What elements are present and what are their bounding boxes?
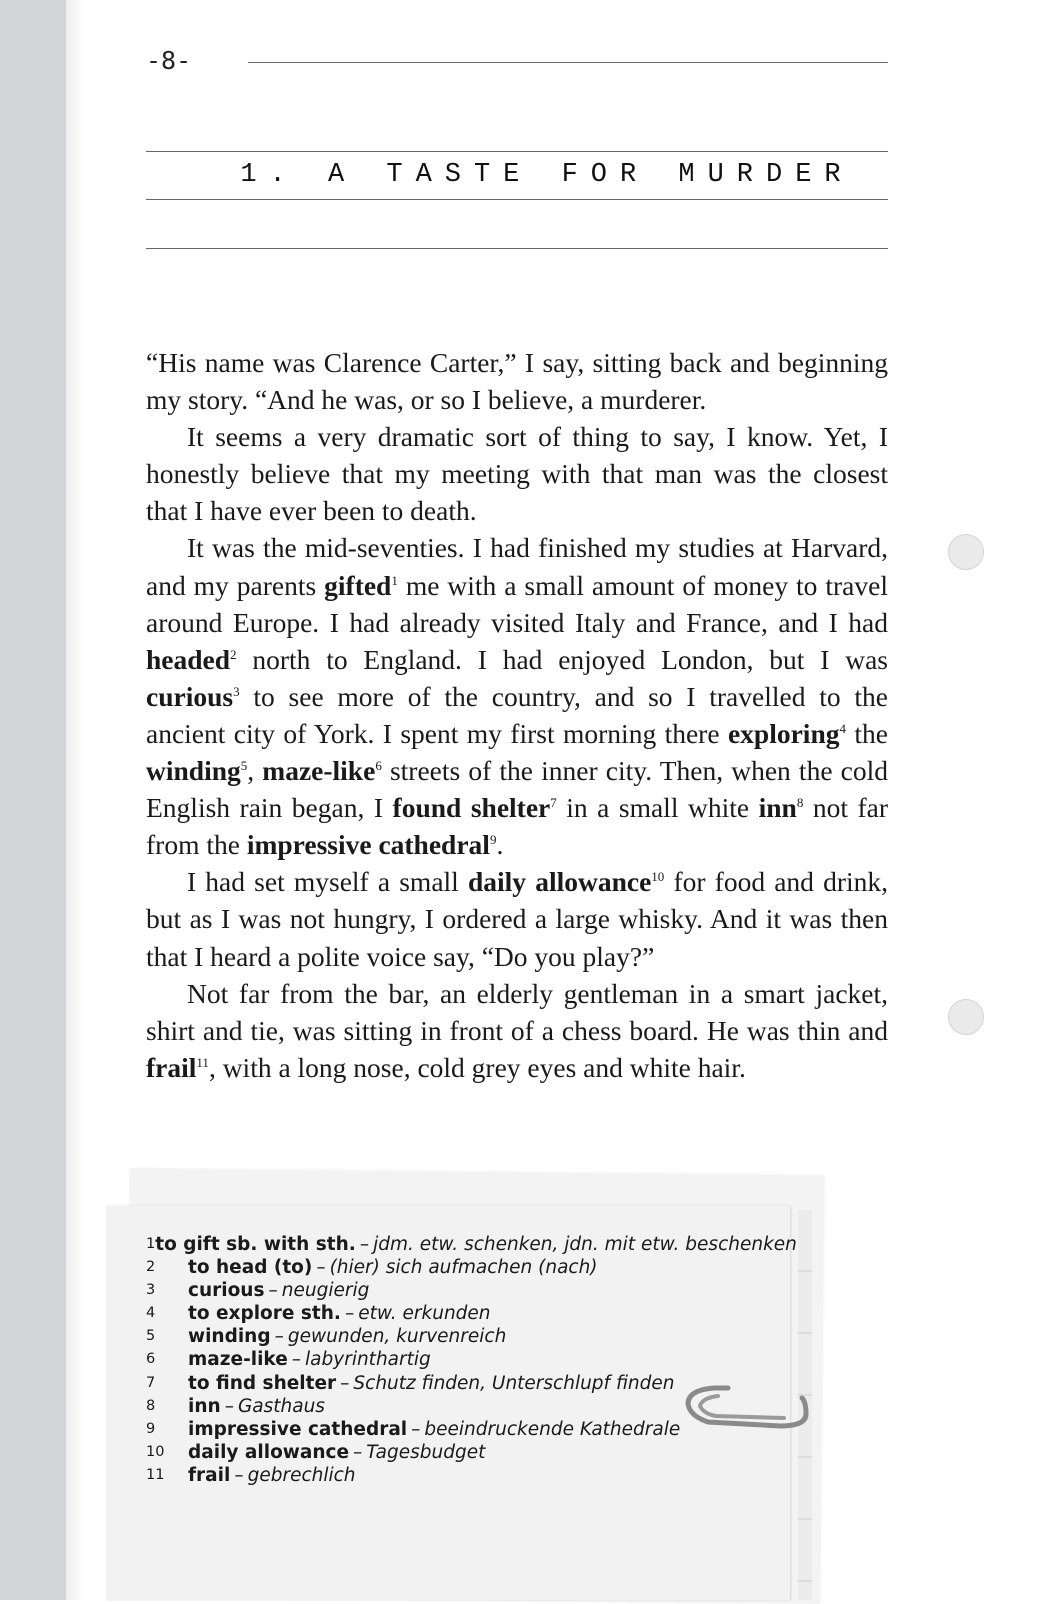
glossary-separator: – xyxy=(268,1280,278,1302)
story-text-run: , xyxy=(247,755,263,787)
story-text-run: north to England. I had enjoyed London, but I was xyxy=(236,643,888,675)
story-paragraph xyxy=(146,418,888,529)
glossary-term: frail xyxy=(188,1464,231,1486)
glossary-translation: gewunden, kurvenreich xyxy=(287,1326,507,1348)
page-number: -8- xyxy=(146,46,192,75)
glossary-translation: Gasthaus xyxy=(237,1395,325,1417)
glossary-separator: – xyxy=(344,1303,355,1325)
paper-clip-icon xyxy=(684,1380,814,1440)
glossary-number: 6 xyxy=(146,1351,156,1368)
glossary-translation: gebrechlich xyxy=(247,1464,356,1486)
story-text-run: the xyxy=(845,717,888,749)
glossary-separator: – xyxy=(411,1418,421,1440)
glossary-separator: – xyxy=(340,1372,350,1394)
story-paragraph xyxy=(146,529,888,863)
glossary-list xyxy=(146,1233,797,1487)
glossary-separator: – xyxy=(353,1441,363,1463)
glossary-number: 4 xyxy=(146,1305,156,1322)
footnote-marker: 9 xyxy=(489,832,497,848)
glossary-term: to find shelter xyxy=(188,1372,337,1394)
glossary-translation: neugierig xyxy=(281,1280,370,1302)
glossary-separator: – xyxy=(234,1464,244,1486)
story-text-run: in a small white xyxy=(556,792,759,824)
glossary-number: 3 xyxy=(146,1282,156,1299)
glossary-translation: jdm. etw. schenken, jdn. mit etw. beschenken xyxy=(373,1234,797,1255)
glossary-item xyxy=(146,1464,786,1487)
glossary-translation: Schutz finden, Unterschlupf finden xyxy=(353,1372,675,1394)
glossary-term: winding xyxy=(188,1326,271,1348)
vocab-term: found shelter xyxy=(392,792,551,824)
vocab-term: headed xyxy=(146,643,231,675)
glossary-translation: Tagesbudget xyxy=(366,1441,486,1463)
vocab-term: curious xyxy=(146,680,234,712)
footnote-marker: 4 xyxy=(839,720,846,736)
footnote-marker: 8 xyxy=(796,794,804,810)
glossary-separator: – xyxy=(274,1326,284,1348)
story-text-run: Not far from the bar, an elderly gentleman in a smart jacket, shirt and tie, was sitting in front of a chess board. He was thin and xyxy=(146,977,888,1046)
glossary-number: 9 xyxy=(146,1420,156,1437)
vocab-term: maze-like xyxy=(262,755,376,787)
glossary-translation: etw. erkunden xyxy=(358,1303,491,1325)
story-paragraph xyxy=(146,344,888,418)
glossary-item xyxy=(146,1302,786,1325)
footnote-marker: 3 xyxy=(233,683,240,699)
vocab-term: daily allowance xyxy=(467,866,652,898)
glossary-term: maze-like xyxy=(188,1349,288,1371)
glossary-number: 1 xyxy=(146,1236,156,1252)
story-text-run: . xyxy=(496,829,504,861)
glossary-term: inn xyxy=(188,1395,221,1417)
punch-hole-bottom xyxy=(948,999,984,1035)
glossary-translation: labyrinthartig xyxy=(305,1349,431,1371)
vocab-term: impressive cathedral xyxy=(246,829,490,861)
vocab-term: winding xyxy=(146,755,241,787)
footnote-marker: 11 xyxy=(196,1054,209,1070)
chapter-rule-middle xyxy=(146,199,888,200)
vocab-term: inn xyxy=(758,792,797,824)
vocab-term: exploring xyxy=(727,717,840,749)
glossary-term: to gift sb. with sth. xyxy=(155,1234,356,1255)
glossary-term: daily allowance xyxy=(188,1441,350,1463)
glossary-item xyxy=(146,1348,786,1371)
glossary-number: 2 xyxy=(146,1259,156,1276)
story-text-run: me with a small amount of money to travel around Europe. I had already visited Italy and France, and I had xyxy=(146,569,888,638)
footnote-marker: 7 xyxy=(550,794,557,810)
glossary-term: to head (to) xyxy=(188,1257,313,1279)
story-text-run: I had set myself a small xyxy=(187,866,468,898)
footnote-marker: 2 xyxy=(230,646,237,662)
glossary-separator: – xyxy=(359,1234,370,1255)
story-text-run: for food and drink, but as I was not hungry, I ordered a large whisky. And it was then that I heard a polite voice say, “Do you play?” xyxy=(146,866,889,972)
story-paragraph xyxy=(146,975,888,1086)
glossary-separator: – xyxy=(291,1349,302,1371)
glossary-number: 10 xyxy=(146,1443,165,1460)
story-text-run: It seems a very dramatic sort of thing to say, I know. Yet, I honestly believe that my meeting with that man was the closest that I have ever been to death. xyxy=(146,421,888,527)
footnote-marker: 1 xyxy=(391,572,398,588)
footnote-marker: 6 xyxy=(375,757,382,773)
glossary-separator: – xyxy=(224,1395,234,1417)
glossary-translation: (hier) sich aufmachen (nach) xyxy=(329,1257,598,1279)
glossary-item xyxy=(146,1441,786,1464)
glossary-item xyxy=(146,1325,786,1348)
glossary-number: 5 xyxy=(146,1328,156,1345)
glossary-term: impressive cathedral xyxy=(188,1418,408,1440)
vocab-term: frail xyxy=(146,1051,197,1083)
story-text-run: streets of the inner city. Then, when the cold English rain began, I xyxy=(146,755,888,824)
story-text-run: to see more of the country, and so I travelled to the ancient city of York. I spent my first morning there xyxy=(146,680,888,749)
story-text-run: not far from the xyxy=(146,792,888,861)
glossary-item xyxy=(146,1279,786,1302)
chapter-title: 1. A TASTE FOR MURDER xyxy=(240,160,854,190)
glossary-separator: – xyxy=(316,1257,326,1279)
punch-hole-top xyxy=(948,534,984,570)
story-text-run: It was the mid-seventies. I had finished my studies at Harvard, and my parents xyxy=(146,532,888,601)
glossary-number: 7 xyxy=(146,1374,156,1391)
chapter-rule-top xyxy=(146,151,888,152)
chapter-rule-bottom xyxy=(146,248,888,249)
glossary-term: curious xyxy=(188,1280,265,1302)
story-text xyxy=(146,344,888,1086)
glossary-number: 8 xyxy=(146,1397,156,1414)
glossary-term: to explore sth. xyxy=(188,1303,341,1325)
story-text-run: , with a long nose, cold grey eyes and white hair. xyxy=(208,1051,746,1083)
binding-strip xyxy=(0,0,66,1600)
glossary-translation: beeindruckende Kathedrale xyxy=(424,1418,681,1440)
header-rule xyxy=(248,62,888,63)
glossary-item xyxy=(146,1256,786,1279)
glossary-item xyxy=(146,1233,797,1256)
vocab-term: gifted xyxy=(324,569,392,601)
binding-edge xyxy=(66,0,84,1600)
footnote-marker: 5 xyxy=(240,757,248,773)
footnote-marker: 10 xyxy=(651,869,665,885)
story-text-run: “His name was Clarence Carter,” I say, sitting back and beginning my story. “And he was, or so I believe, a murderer. xyxy=(146,347,888,416)
glossary-number: 11 xyxy=(146,1466,165,1483)
story-paragraph xyxy=(146,863,888,974)
